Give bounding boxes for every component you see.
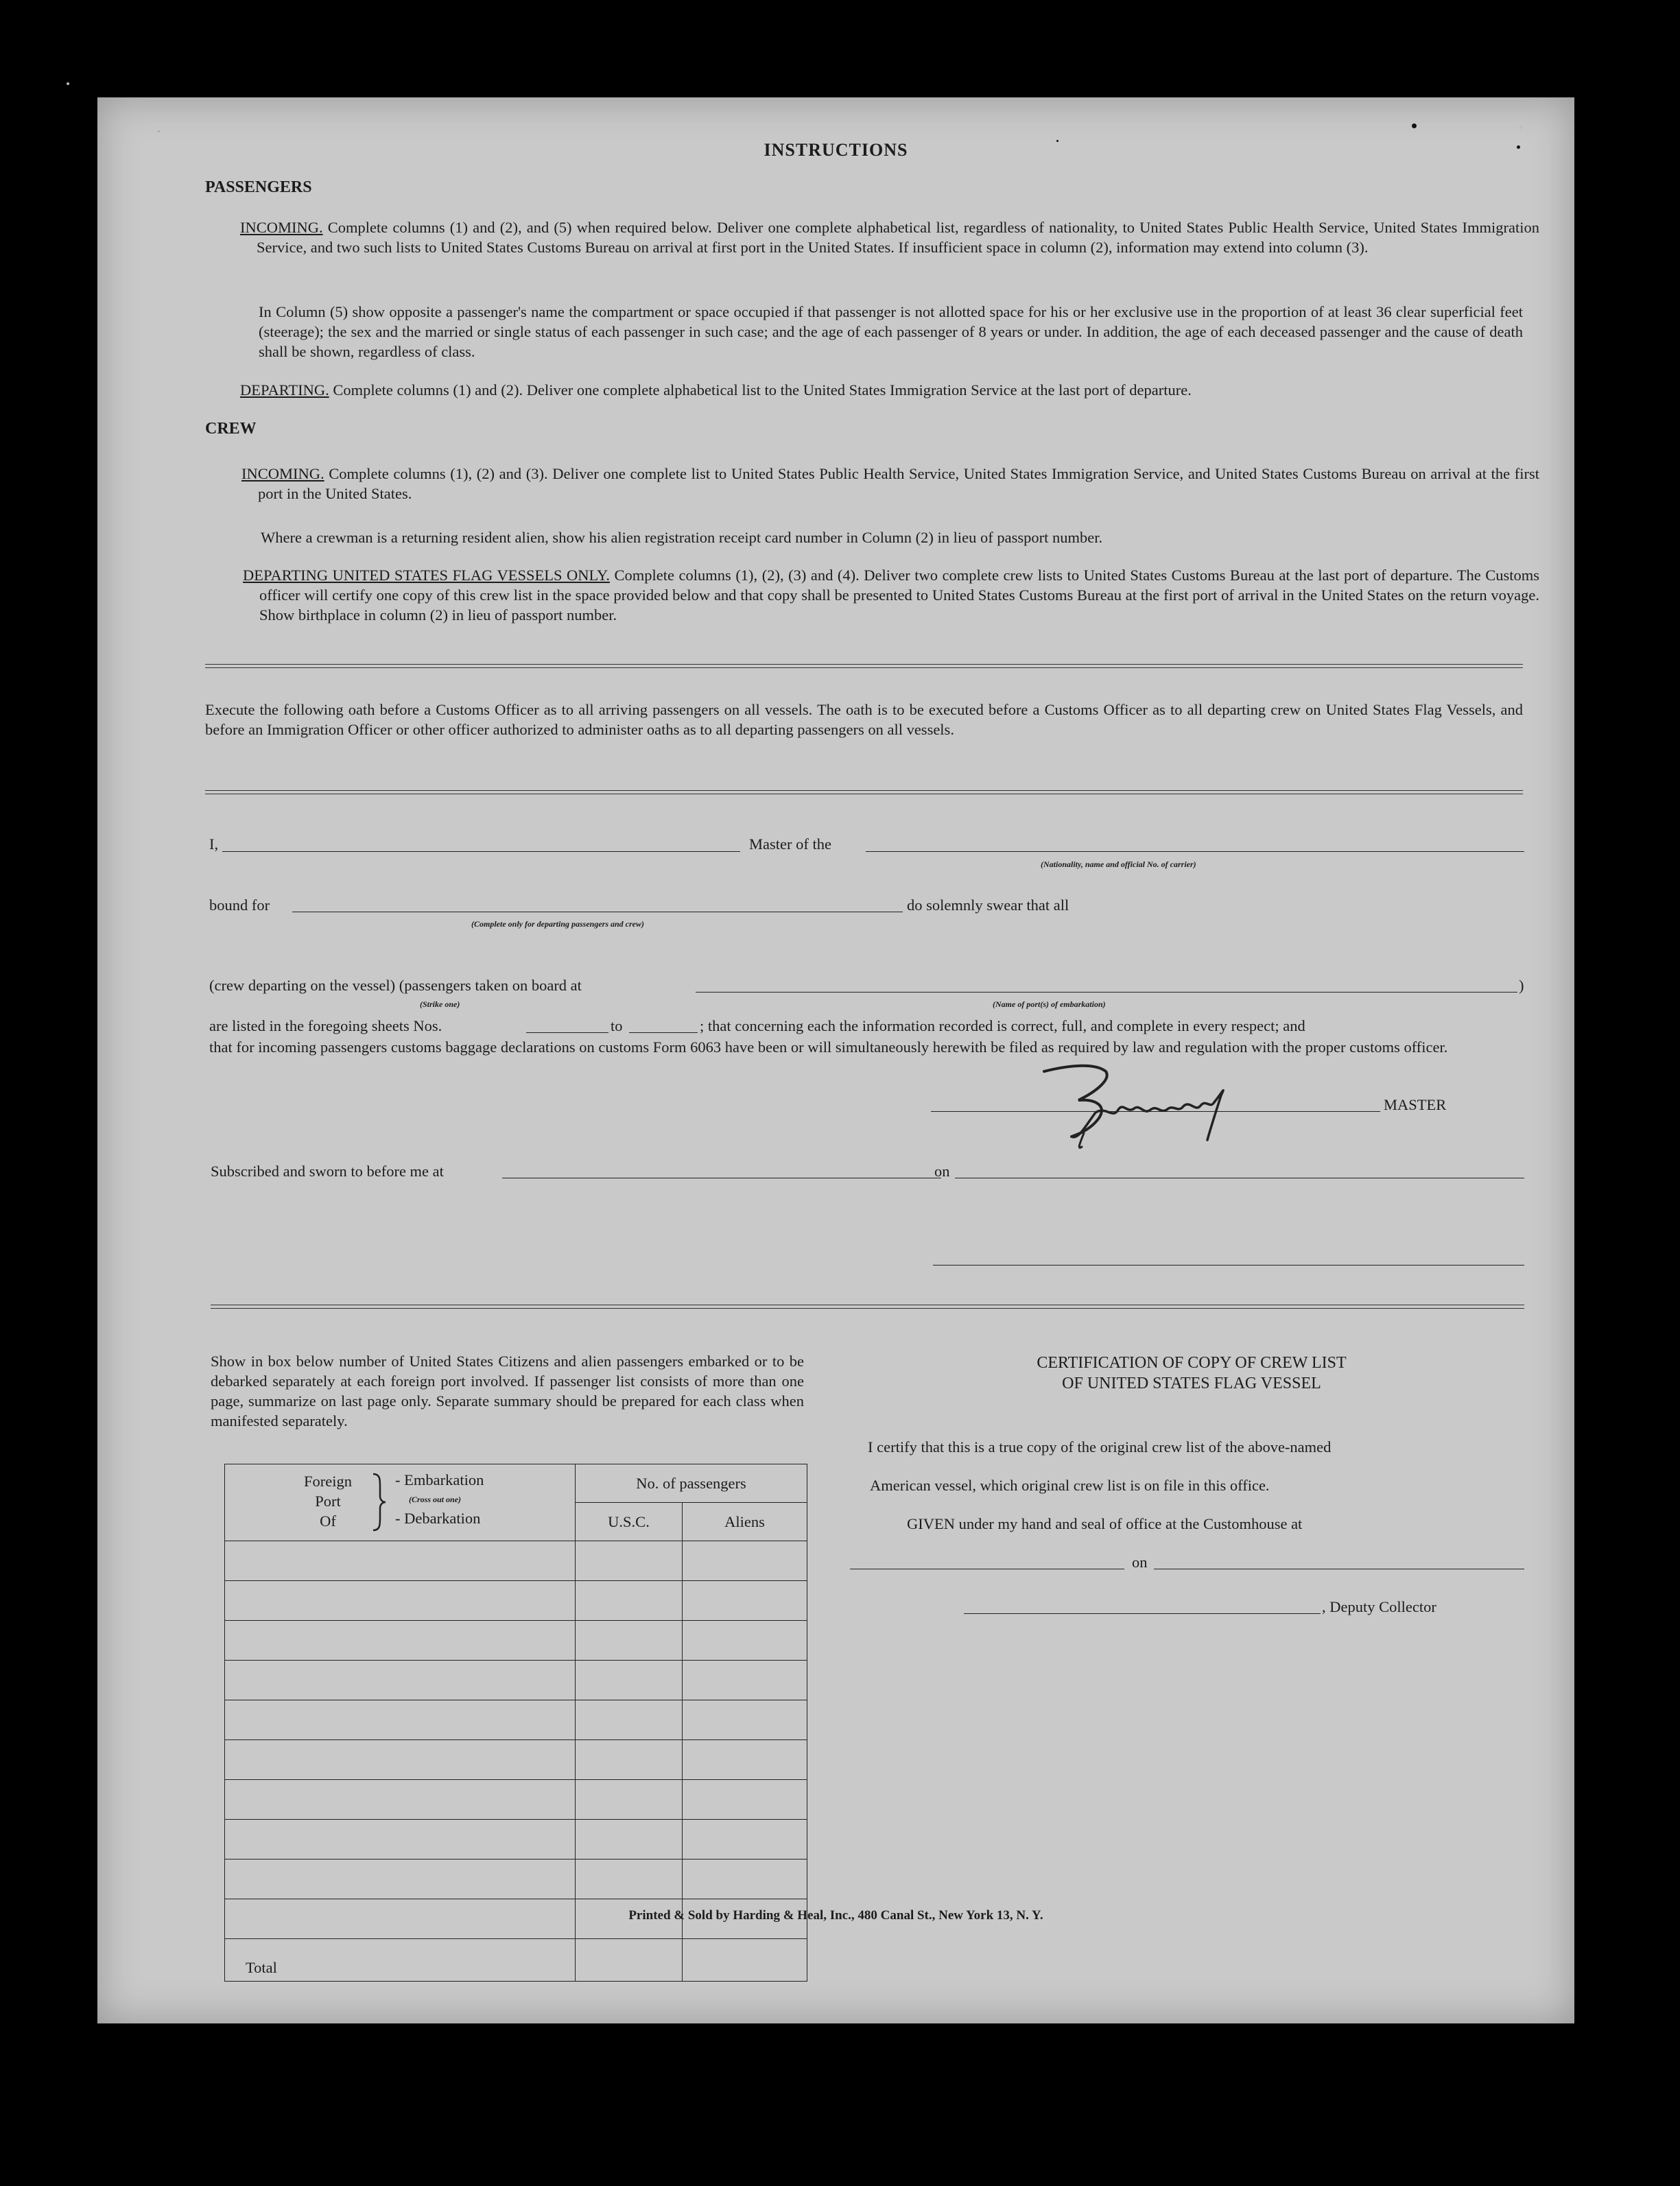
- table-row: [225, 1700, 807, 1740]
- total-row: [225, 1939, 807, 1982]
- summary-instruction: Show in box below number of United States Citizens and alien passengers embarked or to be debarked separately at each foreign port involved. If passenger list consists of more than one page, summarize on last page only. Separate summary should be prepared for each class when manifested separately.: [211, 1353, 804, 1429]
- baggage-paragraph: that for incoming passengers customs baggage declarations on customs Form 6063 have been or will simultaneously herewith be filed as required by law and regulation with the proper customs officer.: [209, 1038, 1448, 1056]
- crew-incoming-text: Complete columns (1), (2) and (3). Deliver one complete list to United States Public Health Service, United States Immigration Service, and United States Customs Bureau on arrival at the first port in the United States.: [258, 465, 1540, 502]
- form-sheet: [97, 97, 1574, 2023]
- passenger-summary-table: [224, 1464, 807, 1982]
- sheets-suffix: ; that concerning each the information recorded is correct, full, and complete in every respect; and: [700, 1017, 1305, 1034]
- printer-imprint: Printed & Sold by Harding & Heal, Inc., 480 Canal St., New York 13, N. Y.: [628, 1908, 1043, 1923]
- aliens-cell[interactable]: [683, 1780, 807, 1820]
- port-cell[interactable]: [225, 1621, 576, 1661]
- table-row: [225, 1541, 807, 1581]
- usc-cell[interactable]: [576, 1581, 683, 1621]
- sheets-from-field[interactable]: [526, 1032, 608, 1033]
- usc-cell[interactable]: [576, 1740, 683, 1780]
- no-of-passengers-header: No. of passengers: [576, 1464, 807, 1503]
- strike-note: (Strike one): [420, 999, 460, 1009]
- page-title: INSTRUCTIONS: [764, 140, 908, 160]
- usc-cell[interactable]: [576, 1621, 683, 1661]
- crew-incoming-paragraph: [241, 464, 1539, 503]
- aliens-header: Aliens: [683, 1503, 807, 1541]
- debarkation-label: - Debarkation: [395, 1510, 481, 1527]
- passengers-heading: PASSENGERS: [205, 178, 312, 196]
- ports-note: (Name of port(s) of embarkation): [993, 999, 1106, 1009]
- port-cell[interactable]: [225, 1780, 576, 1820]
- aliens-cell[interactable]: [683, 1820, 807, 1860]
- aliens-cell[interactable]: [683, 1541, 807, 1581]
- oath-instruction: Execute the following oath before a Customs Officer as to all arriving passengers on all vessels. The oath is to be executed before a Customs Officer as to all departing crew on United States Flag Vessels, and before an Immigration Officer or other officer authorized to administer oaths as to all departing passengers on all vessels.: [205, 701, 1523, 738]
- certification-line1: I certify that this is a true copy of the original crew list of the above-named: [868, 1438, 1332, 1456]
- usc-cell[interactable]: [576, 1541, 683, 1581]
- crew-departing-paragraph: [243, 565, 1539, 625]
- cross-out-note: (Cross out one): [409, 1495, 462, 1504]
- aliens-cell[interactable]: [683, 1860, 807, 1899]
- port-word: Port: [315, 1493, 341, 1510]
- carrier-field[interactable]: [866, 851, 1524, 852]
- master-of-label: Master of the: [749, 835, 831, 853]
- port-cell[interactable]: [225, 1541, 576, 1581]
- table-row: [225, 1860, 807, 1899]
- paper-speck: [1412, 123, 1417, 128]
- section-divider: [205, 664, 1523, 668]
- sheets-prefix: are listed in the foregoing sheets Nos.: [209, 1017, 442, 1034]
- total-label: Total: [225, 1939, 576, 1982]
- master-signature: [1030, 1044, 1250, 1154]
- table-row: [225, 1740, 807, 1780]
- aliens-cell[interactable]: [683, 1740, 807, 1780]
- port-cell[interactable]: [225, 1661, 576, 1700]
- scan-speck: [158, 130, 160, 132]
- usc-cell[interactable]: [576, 1860, 683, 1899]
- of-word: Of: [320, 1512, 336, 1530]
- crew-departing-text: Complete columns (1), (2), (3) and (4). Deliver two complete crew lists to United States Customs Bureau at the last port of departure. The Customs officer will certify one copy of this crew list in the space provided below and that copy shall be presented to United States Customs Bureau at the first port of arrival in the United States on the return voyage. Show birthplace in column (2) in lieu of passport number.: [259, 567, 1540, 623]
- passengers-departing-text: Complete columns (1) and (2). Deliver one complete alphabetical list to the United States Immigration Service at the last port of departure.: [333, 381, 1192, 399]
- usc-cell[interactable]: [576, 1780, 683, 1820]
- oath-divider: [205, 790, 1523, 794]
- aliens-cell[interactable]: [683, 1621, 807, 1661]
- port-cell[interactable]: [225, 1700, 576, 1740]
- crew-incoming-label: INCOMING.: [241, 465, 324, 482]
- usc-header: U.S.C.: [576, 1503, 683, 1541]
- paper-speck: [1517, 145, 1520, 149]
- scan-speck: [67, 82, 69, 85]
- officer-signature-line[interactable]: [933, 1265, 1524, 1266]
- subscribed-label: Subscribed and sworn to before me at: [211, 1163, 444, 1180]
- foreign-port-of: [290, 1471, 366, 1531]
- embarkation-ports-field[interactable]: [696, 992, 1517, 993]
- carrier-note: (Nationality, name and official No. of carrier): [1041, 859, 1196, 869]
- port-cell[interactable]: [225, 1581, 576, 1621]
- deputy-collector-label: , Deputy Collector: [1322, 1598, 1436, 1615]
- usc-cell[interactable]: [576, 1820, 683, 1860]
- paper-speck: [1056, 140, 1058, 142]
- table-row: [225, 1780, 807, 1820]
- passengers-incoming-label: INCOMING.: [240, 219, 323, 236]
- crew-departing-label: DEPARTING UNITED STATES FLAG VESSELS ONLY.: [243, 567, 610, 584]
- scan-speck: [1519, 126, 1522, 129]
- aliens-cell[interactable]: [683, 1661, 807, 1700]
- passengers-column5-paragraph: In Column (5) show opposite a passenger's name the compartment or space occupied if that passenger is not allotted space for his or her exclusive use in the proportion of at least 36 clear superficial feet (steerage); the sex and the married or single status of each passenger in such case; and the age of each passenger of 8 years or under. In addition, the age of each deceased passenger and the cause of death shall be shown, regardless of class.: [259, 303, 1523, 360]
- passengers-incoming-text: Complete columns (1) and (2), and (5) when required below. Deliver one complete alphabetical list, regardless of nationality, to United States Public Health Service, United States Immigration Service, and two such lists to United States Customs Bureau on arrival at first port in the United States. If insufficient space in column (2), information may extend into column (3).: [257, 219, 1540, 256]
- bound-for-note: (Complete only for departing passengers and crew): [471, 919, 644, 929]
- lower-divider: [211, 1305, 1524, 1309]
- certification-line3: GIVEN under my hand and seal of office at the Customhouse at: [907, 1515, 1303, 1532]
- subscribed-on-label: on: [934, 1163, 950, 1180]
- crew-departing-label: (crew departing on the vessel) (passengers taken on board at: [209, 977, 582, 994]
- port-cell[interactable]: [225, 1740, 576, 1780]
- master-label: MASTER: [1384, 1096, 1447, 1113]
- aliens-cell[interactable]: [683, 1700, 807, 1740]
- oath-i-label: I,: [209, 835, 219, 853]
- swear-label: do solemnly swear that all: [907, 896, 1069, 914]
- foreign-word: Foreign: [304, 1473, 352, 1490]
- crew-heading: CREW: [205, 420, 257, 438]
- certification-heading-line2: OF UNITED STATES FLAG VESSEL: [1062, 1375, 1321, 1392]
- table-row: [225, 1621, 807, 1661]
- table-row: [225, 1661, 807, 1700]
- crew-resident-paragraph: Where a crewman is a returning resident alien, show his alien registration receipt card number in Column (2) in lieu of passport number.: [261, 529, 1103, 546]
- master-name-field[interactable]: [222, 851, 740, 852]
- certification-line2: American vessel, which original crew list is on file in this office.: [870, 1477, 1270, 1494]
- table-row: [225, 1820, 807, 1860]
- passengers-departing-label: DEPARTING.: [240, 381, 329, 399]
- sheets-to-field[interactable]: [629, 1032, 698, 1033]
- port-cell[interactable]: [225, 1820, 576, 1860]
- usc-cell[interactable]: [576, 1661, 683, 1700]
- embarkation-label: - Embarkation: [395, 1471, 484, 1488]
- passengers-departing-paragraph: [240, 380, 1539, 400]
- usc-cell[interactable]: [576, 1700, 683, 1740]
- aliens-cell[interactable]: [683, 1581, 807, 1621]
- port-header-cell: [225, 1464, 576, 1541]
- deputy-collector-signature-line[interactable]: [964, 1613, 1321, 1614]
- close-paren: ): [1519, 977, 1524, 994]
- port-cell[interactable]: [225, 1860, 576, 1899]
- certification-heading: [917, 1353, 1466, 1394]
- total-usc-cell[interactable]: [576, 1939, 683, 1982]
- certification-heading-line1: CERTIFICATION OF COPY OF CREW LIST: [1037, 1354, 1347, 1372]
- sheets-to-label: to: [611, 1017, 623, 1034]
- table-row: [225, 1581, 807, 1621]
- brace-icon: [370, 1473, 387, 1532]
- bound-for-label: bound for: [209, 896, 270, 914]
- passengers-incoming-paragraph: [240, 217, 1539, 257]
- total-aliens-cell[interactable]: [683, 1939, 807, 1982]
- certification-on-label: on: [1132, 1554, 1148, 1571]
